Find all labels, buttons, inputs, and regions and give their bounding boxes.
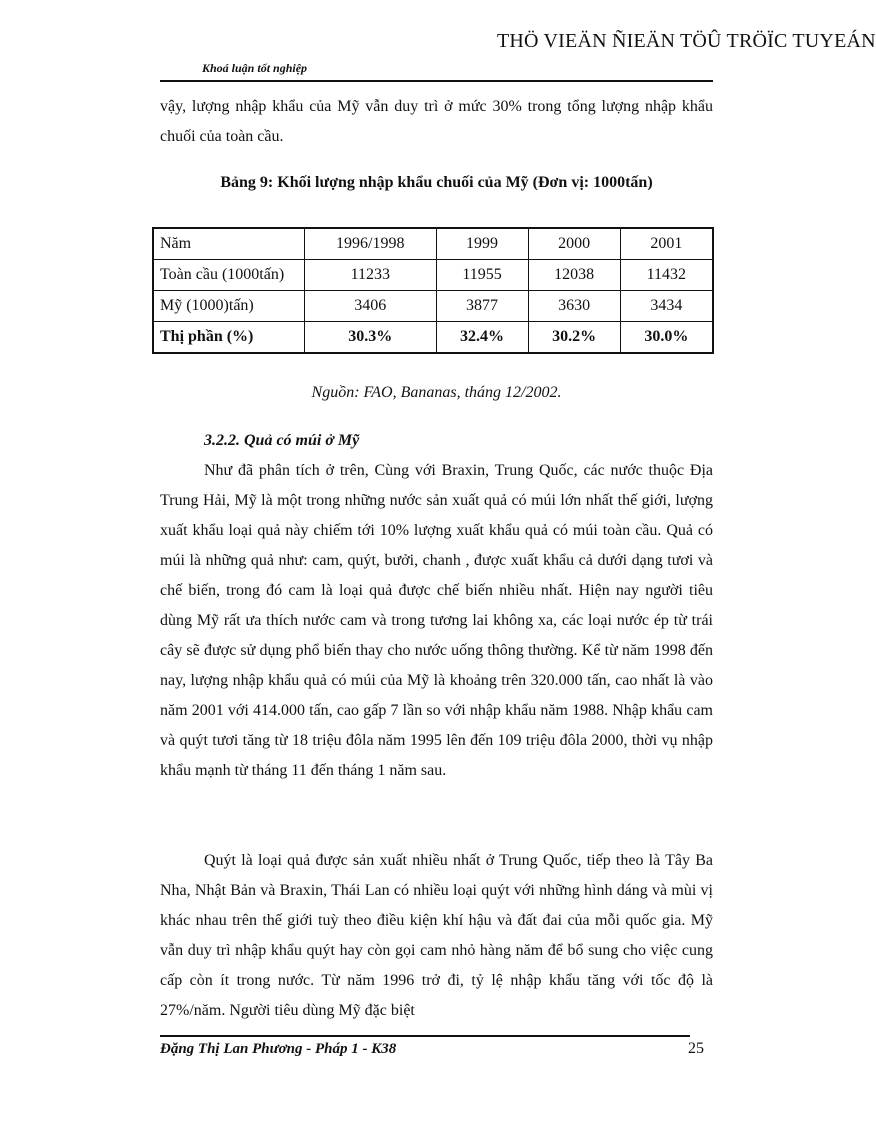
table-header-row xyxy=(153,228,713,260)
table-cell: 30.2% xyxy=(528,322,620,354)
header-cell: 1999 xyxy=(436,228,528,260)
table-cell: 3434 xyxy=(620,291,713,322)
row-label: Toàn cầu (1000tấn) xyxy=(153,260,305,291)
running-header: Khoá luận tốt nghiệp xyxy=(202,61,308,75)
table-row xyxy=(153,260,713,291)
table-cell: 11955 xyxy=(436,260,528,291)
section-heading: 3.2.2. Quả có múi ở Mỹ xyxy=(204,432,360,449)
table-row xyxy=(153,291,713,322)
table-cell: 3630 xyxy=(528,291,620,322)
table-cell: 12038 xyxy=(528,260,620,291)
table-caption: Bảng 9: Khối lượng nhập khẩu chuối của Mỹ (Đơn vị: 1000tấn) xyxy=(220,174,653,191)
header-divider xyxy=(160,80,713,82)
header-cell: 1996/1998 xyxy=(305,228,437,260)
header-cell: 2001 xyxy=(620,228,713,260)
table-cell: 11432 xyxy=(620,260,713,291)
footer-divider xyxy=(160,1035,690,1037)
table-cell: 32.4% xyxy=(436,322,528,354)
header-cell: Năm xyxy=(153,228,305,260)
library-banner: THÖ VIEÄN ÑIEÄN TÖÛ TRÖÏC TUYEÁN xyxy=(497,30,876,52)
body-paragraph-1: Như đã phân tích ở trên, Cùng với Braxin, Trung Quốc, các nước thuộc Địa Trung Hải, Mỹ là một trong những nước sản xuất quả có múi lớn nhất thế giới, lượng xuất khẩu loại quả này chiếm tới 10% lượng xuất khẩu quả có múi toàn cầu. Quả có múi là những quả như: cam, quýt, bưởi, chanh , được xuất khẩu cả dưới dạng tươi và chế biến, trong đó cam là loại quả được chế biến nhiều nhất. Hiện nay người tiêu dùng Mỹ rất ưa thích nước cam và trong tương lai không xa, các loại nước ép từ trái cây sẽ được sử dụng phổ biến thay cho nước uống thông thường. Kể từ năm 1998 đến nay, lượng nhập khẩu quả có múi của Mỹ là khoảng trên 320.000 tấn, cao nhất là vào năm 2001 với 414.000 tấn, cao gấp 7 lần so với nhập khẩu năm 1988. Nhập khẩu cam và quýt tươi tăng từ 18 triệu đôla năm 1995 lên đến 109 triệu đôla 2000, thời vụ nhập khẩu mạnh từ tháng 11 đến tháng 1 năm sau. xyxy=(160,462,713,779)
table-cell: 30.3% xyxy=(305,322,437,354)
header-cell: 2000 xyxy=(528,228,620,260)
intro-paragraph: vậy, lượng nhập khẩu của Mỹ vẫn duy trì ở mức 30% trong tổng lượng nhập khẩu chuối của toàn cầu. xyxy=(160,98,713,145)
body-paragraph-2: Quýt là loại quả được sản xuất nhiều nhất ở Trung Quốc, tiếp theo là Tây Ba Nha, Nhật Bản và Braxin, Thái Lan có nhiều loại quýt với những hình dáng và mùi vị khác nhau trên thế giới tuỳ theo điều kiện khí hậu và đất đai của mỗi quốc gia. Mỹ vẫn duy trì nhập khẩu quýt hay còn gọi cam nhỏ hàng năm để bổ sung cho việc cung cấp còn ít trong nước. Từ năm 1996 trở đi, tỷ lệ nhập khẩu tăng với tốc độ là 27%/năm. Người tiêu dùng Mỹ đặc biệt xyxy=(160,852,713,1019)
footer-author: Đặng Thị Lan Phương - Pháp 1 - K38 xyxy=(160,1041,397,1057)
table-cell: 30.0% xyxy=(620,322,713,354)
table-source: Nguồn: FAO, Bananas, tháng 12/2002. xyxy=(311,384,562,401)
table-row xyxy=(153,322,713,354)
table-cell: 11233 xyxy=(305,260,437,291)
table-cell: 3406 xyxy=(305,291,437,322)
row-label: Thị phần (%) xyxy=(153,322,305,354)
table-cell: 3877 xyxy=(436,291,528,322)
import-table xyxy=(152,227,714,354)
row-label: Mỹ (1000)tấn) xyxy=(153,291,305,322)
page-number: 25 xyxy=(688,1040,704,1057)
